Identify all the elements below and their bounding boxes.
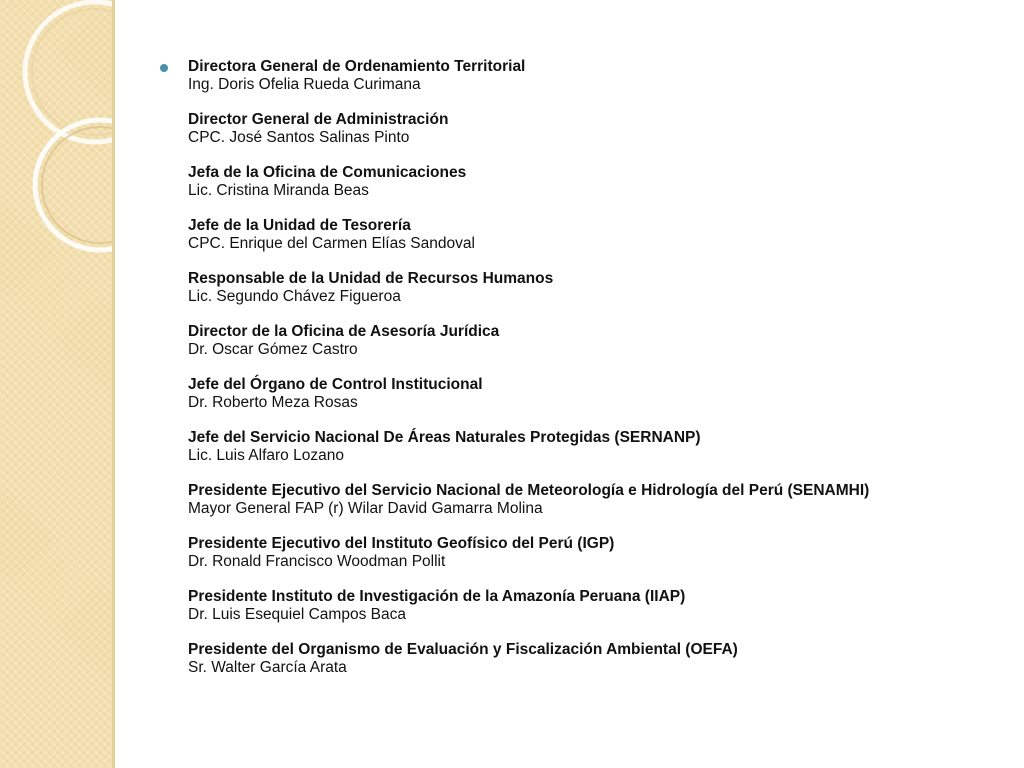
entry-name: Ing. Doris Ofelia Rueda Curimana xyxy=(188,75,421,93)
entry-title: Jefa de la Oficina de Comunicaciones xyxy=(188,164,467,181)
decorative-circle-small-inner xyxy=(42,127,112,243)
entry-name: Lic. Luis Alfaro Lozano xyxy=(188,446,344,464)
entry-title: Presidente Instituto de Investigación de la Amazonía Peruana (IIAP) xyxy=(188,588,686,605)
entry-name: Mayor General FAP (r) Wilar David Gamarra Molina xyxy=(188,499,543,517)
entry-name: Sr. Walter García Arata xyxy=(188,658,347,676)
entry-name: Dr. Roberto Meza Rosas xyxy=(188,393,358,411)
list-item xyxy=(188,482,1010,517)
sidebar-divider xyxy=(112,0,115,768)
entry-title: Jefe del Servicio Nacional De Áreas Naturales Protegidas (SERNANP) xyxy=(188,429,701,446)
decorative-circles xyxy=(0,0,112,768)
entry-name: Dr. Luis Esequiel Campos Baca xyxy=(188,605,406,623)
entry-title: Director General de Administración xyxy=(188,111,449,128)
decorative-circle-large-inner xyxy=(32,9,112,135)
entry-name: Dr. Ronald Francisco Woodman Pollit xyxy=(188,552,446,570)
entry-title: Jefe de la Unidad de Tesorería xyxy=(188,217,411,234)
entry-title: Presidente del Organismo de Evaluación y Fiscalización Ambiental (OEFA) xyxy=(188,641,738,658)
officials-list xyxy=(188,58,1010,676)
entry-title: Responsable de la Unidad de Recursos Humanos xyxy=(188,270,554,287)
list-item xyxy=(188,641,1010,676)
bulleted-content xyxy=(160,58,1010,694)
entry-name: CPC. José Santos Salinas Pinto xyxy=(188,128,410,146)
list-item xyxy=(188,270,1010,305)
entry-name: Lic. Segundo Chávez Figueroa xyxy=(188,287,401,305)
list-item xyxy=(188,111,1010,146)
entry-title: Director de la Oficina de Asesoría Jurídica xyxy=(188,323,500,340)
entry-title: Jefe del Órgano de Control Institucional xyxy=(188,376,483,393)
list-item xyxy=(188,58,1010,93)
entry-title: Presidente Ejecutivo del Servicio Nacional de Meteorología e Hidrología del Perú (SENAMHI) xyxy=(188,482,870,499)
list-item xyxy=(188,535,1010,570)
entry-title: Presidente Ejecutivo del Instituto Geofísico del Perú (IGP) xyxy=(188,535,615,552)
decorative-sidebar xyxy=(0,0,112,768)
entry-name: CPC. Enrique del Carmen Elías Sandoval xyxy=(188,234,475,252)
list-item xyxy=(188,323,1010,358)
list-item xyxy=(188,164,1010,199)
entry-name: Lic. Cristina Miranda Beas xyxy=(188,181,369,199)
list-item xyxy=(188,588,1010,623)
list-item xyxy=(188,376,1010,411)
list-item xyxy=(188,217,1010,252)
entry-name: Dr. Oscar Gómez Castro xyxy=(188,340,358,358)
list-item xyxy=(188,429,1010,464)
bullet-icon xyxy=(160,64,168,72)
entry-title: Directora General de Ordenamiento Territorial xyxy=(188,58,526,75)
